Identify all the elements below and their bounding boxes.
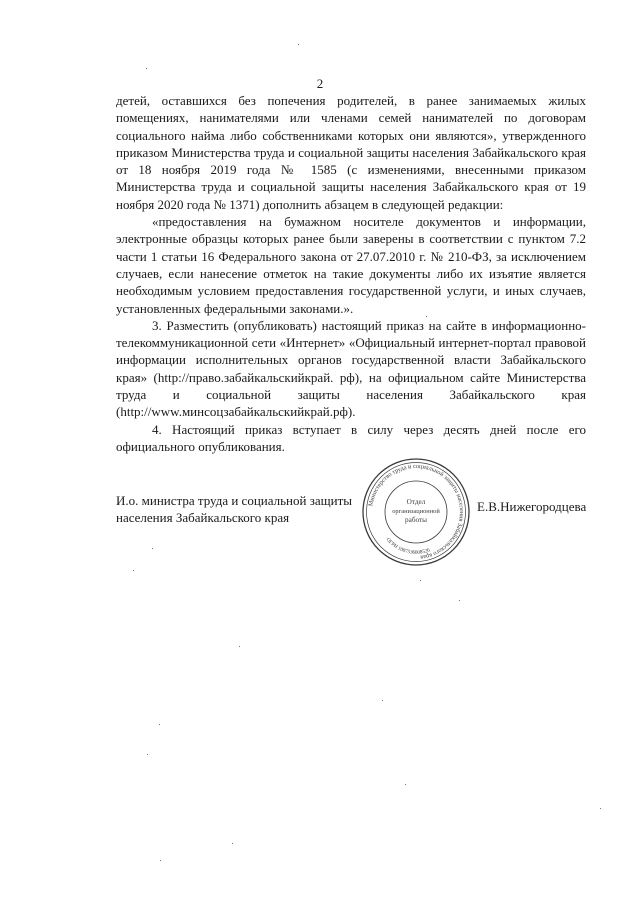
scan-speckle	[600, 808, 601, 809]
scan-speckle	[420, 580, 421, 581]
stamp-ogrn-text: ОГРН 1087536008526	[384, 536, 431, 556]
scan-speckle	[133, 570, 134, 571]
stamp-center-line: работы	[405, 516, 427, 524]
paragraph-item-3: 3. Разместить (опубликовать) настоящий приказ на сайте в информационно-телекоммуникационной сети «Интернет» «Официальный интернет-портал правовой информации исполнительных органов государственной власти Забайкальского края» (http://право.забайкальскийкрай. рф), на официальном сайте Министерства труда и социальной защиты населения Забайкальского края (http://www.минсоцзабайкальскийкрай.рф).	[116, 317, 586, 420]
official-stamp	[360, 456, 472, 568]
signatory-position: И.о. министра труда и социальной защиты населения Забайкальского края	[116, 493, 352, 525]
paragraph-item-4: 4. Настоящий приказ вступает в силу через десять дней после его официального опубликования.	[116, 421, 586, 454]
scan-speckle	[382, 700, 383, 701]
signature-block	[116, 492, 586, 552]
paragraph-quoted-amendment: «предоставления на бумажном носителе документов и информации, электронные образцы которых ранее были заверены в соответствии с пунктом 7.2 части 1 статьи 16 Федерального закона от 27.07.2010 г. № 210-ФЗ, за исключением случаев, если нанесение отметок на такие документы либо их изъятие является необходимым условием предоставления государственной услуги, и иных случаев, установленных федеральными законами.».	[116, 214, 586, 316]
scan-speckle	[426, 316, 427, 317]
signatory-name: Е.В.Нижегородцева	[477, 499, 587, 514]
stamp-center-line: организационной	[392, 508, 440, 515]
scan-speckle	[405, 784, 406, 785]
scan-speckle	[298, 44, 299, 45]
scan-speckle	[239, 646, 240, 647]
scan-speckle	[459, 600, 460, 601]
stamp-center-line: Отдел	[406, 498, 426, 506]
page-number: 2	[316, 76, 324, 91]
paragraph-continuation: детей, оставшихся без попечения родителей, в ранее занимаемых жилых помещениях, нанимателями или членами семей нанимателей по договорам социального найма либо собственниками которых они являются», утвержденного приказом Министерства труда и социальной защиты населения Забайкальского края от 18 ноября 2019 года № 1585 (с изменениями, внесенными приказом Министерства труда и социальной защиты населения Забайкальского края от 19 ноября 2020 года № 1371) дополнить абзацем в следующей редакции:	[116, 93, 586, 212]
document-body	[116, 92, 586, 455]
stamp-outer-text: Министерство труда и социальной защиты населения Забайкальского края	[367, 462, 466, 561]
scan-speckle	[159, 724, 160, 725]
scan-speckle	[152, 548, 153, 549]
scan-speckle	[146, 68, 147, 69]
scan-speckle	[147, 754, 148, 755]
scan-speckle	[232, 843, 233, 844]
scan-speckle	[160, 860, 161, 861]
